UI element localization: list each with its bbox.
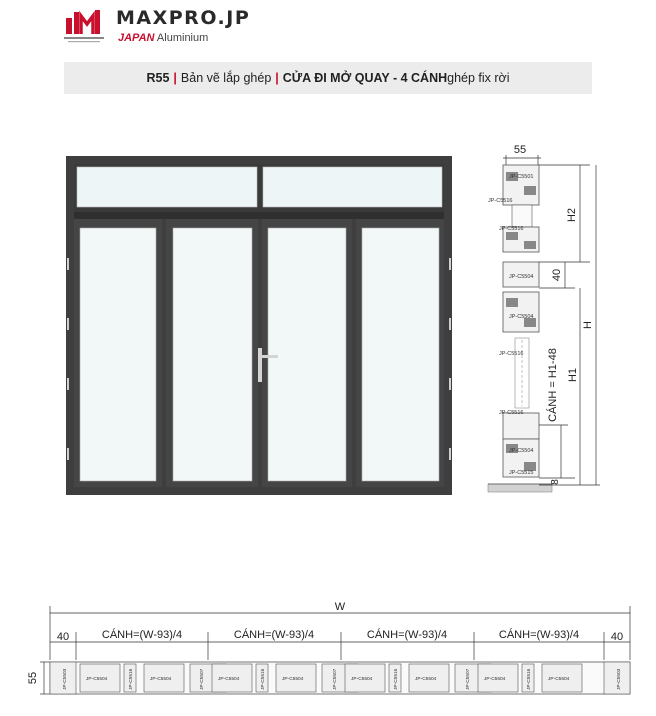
svg-text:JP-C5504: JP-C5504 (484, 677, 506, 682)
svg-text:JP-C5503: JP-C5503 (63, 668, 68, 690)
section-bottom-gap: 8 (550, 479, 561, 485)
svg-text:JP-C5516: JP-C5516 (499, 351, 524, 357)
svg-text:JP-C5504: JP-C5504 (548, 677, 570, 682)
svg-text:JP-C5504: JP-C5504 (509, 274, 534, 280)
horizontal-plan (27, 601, 630, 694)
title-part2: CỬA ĐI MỞ QUAY - 4 CÁNH (282, 71, 448, 85)
title-separator: | (275, 71, 279, 85)
svg-text:JP-C5516: JP-C5516 (488, 198, 513, 204)
profile-block-5 (503, 413, 539, 439)
svg-text:JP-C5504: JP-C5504 (282, 677, 304, 682)
plan-leaf-label-4: CÁNH=(W-93)/4 (498, 629, 580, 641)
section-top-width: 55 (513, 144, 527, 156)
svg-text:JP-C5504: JP-C5504 (150, 677, 172, 682)
transom-bar (74, 212, 444, 219)
transom-glass-right (263, 167, 442, 207)
door-elevation (66, 156, 452, 495)
title-part1: Bản vẽ lắp ghép (180, 71, 272, 85)
svg-text:JP-C5515: JP-C5515 (509, 470, 534, 476)
plan-leaf-label-1: CÁNH=(W-93)/4 (101, 629, 183, 641)
title-part3: ghép fix rời (447, 71, 510, 85)
brand-name: MAXPRO.JP (116, 7, 251, 29)
section-leaf-height: CÁNH = H1-48 (547, 348, 559, 422)
svg-text:JP-C5507: JP-C5507 (333, 668, 338, 690)
svg-text:JP-C5507: JP-C5507 (200, 668, 205, 690)
plan-depth-label: 55 (27, 671, 39, 685)
svg-text:JP-C5504: JP-C5504 (509, 314, 534, 320)
svg-text:JP-C5516: JP-C5516 (129, 668, 134, 690)
svg-text:JP-C5504: JP-C5504 (509, 448, 534, 454)
svg-text:JP-C5516: JP-C5516 (394, 668, 399, 690)
svg-text:JP-C5503: JP-C5503 (617, 668, 622, 690)
svg-text:JP-C5504: JP-C5504 (351, 677, 373, 682)
svg-text:JP-C5516: JP-C5516 (499, 226, 524, 232)
plan-width-label: W (334, 601, 346, 613)
transom-glass-left (77, 167, 257, 207)
plan-leaf-label-2: CÁNH=(W-93)/4 (233, 629, 315, 641)
section-mid-gap: 40 (551, 268, 563, 282)
svg-text:JP-C5507: JP-C5507 (466, 668, 471, 690)
glass-2 (173, 228, 252, 481)
title-separator: | (173, 71, 177, 85)
brand-sub-accent: JAPAN (118, 32, 155, 44)
section-h2-label: H2 (566, 207, 578, 223)
plan-leaf-label-3: CÁNH=(W-93)/4 (366, 629, 448, 641)
brand-sub-rest: Aluminium (154, 32, 209, 44)
section-h1-label: H1 (567, 367, 579, 383)
glass-3 (268, 228, 346, 481)
plan-edge-right: 40 (610, 631, 624, 643)
svg-text:JP-C5504: JP-C5504 (218, 677, 240, 682)
section-h-label: H (582, 321, 594, 329)
glass-1 (80, 228, 156, 481)
svg-text:JP-C5516: JP-C5516 (261, 668, 266, 690)
title-code: R55 (146, 71, 170, 85)
svg-text:JP-C5501: JP-C5501 (509, 174, 534, 180)
vertical-section (488, 144, 600, 492)
svg-text:JP-C5504: JP-C5504 (415, 677, 437, 682)
glass-4 (362, 228, 439, 481)
svg-text:JP-C5516: JP-C5516 (527, 668, 532, 690)
svg-text:JP-C5504: JP-C5504 (86, 677, 108, 682)
svg-text:JP-C5516: JP-C5516 (499, 410, 524, 416)
plan-edge-left: 40 (56, 631, 70, 643)
